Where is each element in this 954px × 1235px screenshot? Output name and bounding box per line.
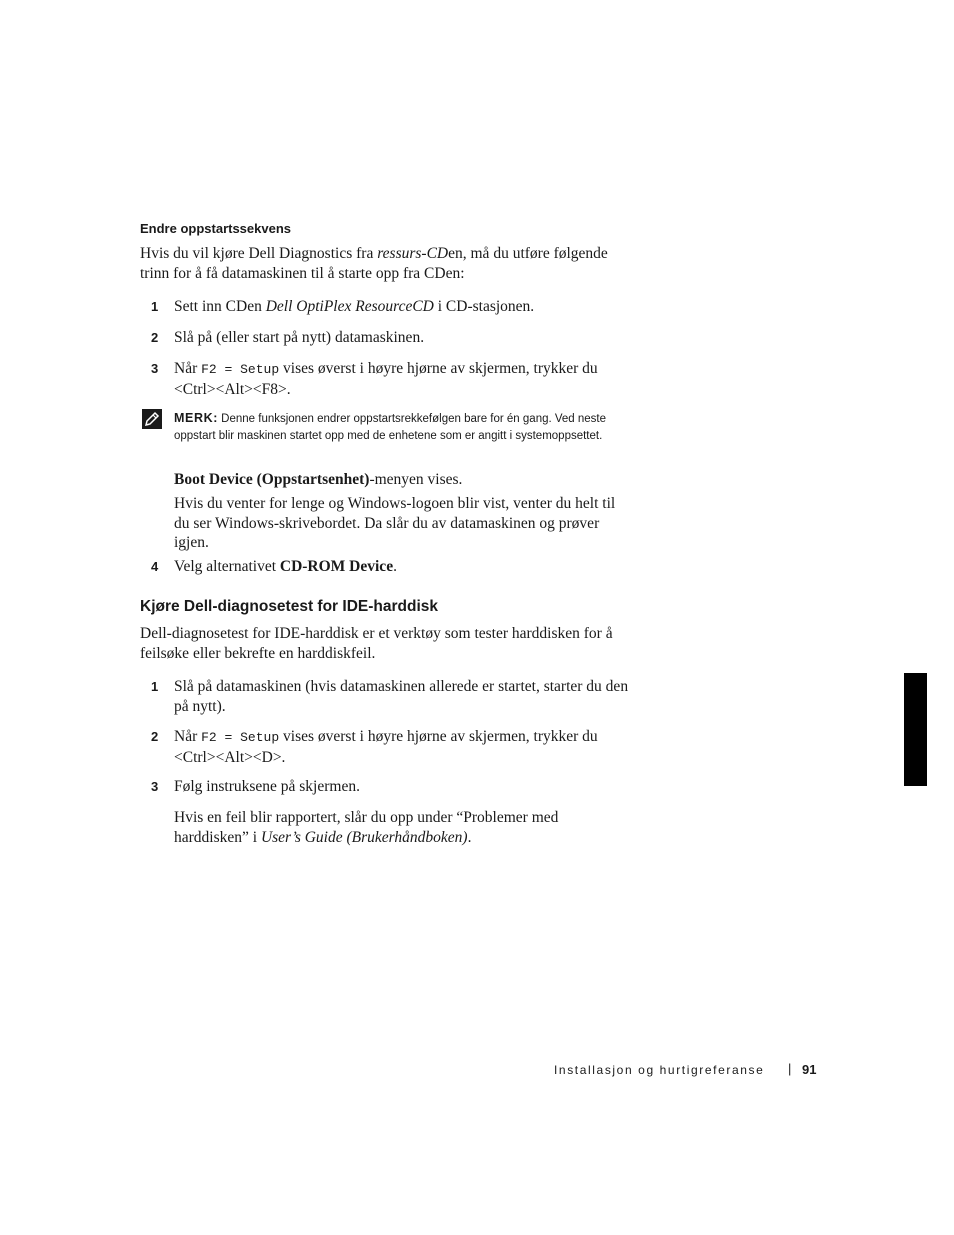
step-text: Slå på datamaskinen (hvis datamaskinen allerede er startet, starter du den på nytt). bbox=[174, 678, 629, 715]
step-text: Sett inn CDen Dell OptiPlex ResourceCD i CD-stasjonen. bbox=[174, 298, 535, 315]
boot-menu-text: Boot Device (Oppstartsenhet)-menyen vises. bbox=[174, 471, 463, 488]
key-code: F2 = Setup bbox=[201, 362, 280, 377]
chapter-tab-marker bbox=[904, 673, 927, 786]
step-number: 3 bbox=[151, 361, 159, 376]
step-number: 2 bbox=[151, 330, 159, 345]
error-report-text: Hvis en feil blir rapportert, slår du opp under “Problemer med harddisken” i User’s Guide (Brukerhåndboken). bbox=[174, 809, 559, 846]
note-pencil-icon bbox=[142, 409, 162, 429]
wait-text: Hvis du venter for lenge og Windows-logoen blir vist, venter du helt til du ser Windows-skrivebordet. Da slår du av datamaskinen og prøver igjen. bbox=[174, 495, 616, 551]
section2-intro: Dell-diagnosetest for IDE-harddisk er et verktøy som tester harddisken for å feilsøke eller bekrefte en harddiskfeil. bbox=[140, 625, 613, 662]
step-number: 1 bbox=[151, 299, 159, 314]
step-text: Velg alternativet CD-ROM Device. bbox=[174, 558, 397, 575]
step-number: 1 bbox=[151, 679, 159, 694]
note-text: MERK: Denne funksjonen endrer oppstartsrekkefølgen bare for én gang. Ved neste oppstart blir maskinen startet opp med de enhetene som er angitt i systemoppsettet. bbox=[174, 411, 607, 442]
step-text: Når F2 = Setup vises øverst i høyre hjørne av skjermen, trykker du <Ctrl><Alt><D>. bbox=[174, 728, 598, 766]
section-heading-boot-sequence: Endre oppstartssekvens bbox=[140, 221, 292, 236]
step-text: Når F2 = Setup vises øverst i høyre hjørne av skjermen, trykker du <Ctrl><Alt><F8>. bbox=[174, 360, 598, 398]
step-number: 2 bbox=[151, 729, 159, 744]
step-number: 4 bbox=[151, 559, 159, 574]
section-heading-ide-diagnostics: Kjøre Dell-diagnosetest for IDE-harddisk bbox=[140, 598, 438, 615]
step-text: Slå på (eller start på nytt) datamaskinen. bbox=[174, 329, 425, 346]
step-text: Følg instruksene på skjermen. bbox=[174, 778, 360, 795]
step-number: 3 bbox=[151, 779, 159, 794]
footer-title: Installasjon og hurtigreferanse bbox=[554, 1063, 765, 1077]
footer-separator: | bbox=[788, 1061, 792, 1076]
key-code: F2 = Setup bbox=[201, 730, 280, 745]
page-number: 91 bbox=[802, 1062, 817, 1077]
section1-intro: Hvis du vil kjøre Dell Diagnostics fra ressurs-CDen, må du utføre følgende trinn for å få datamaskinen til å starte opp fra CDen: bbox=[140, 245, 608, 282]
